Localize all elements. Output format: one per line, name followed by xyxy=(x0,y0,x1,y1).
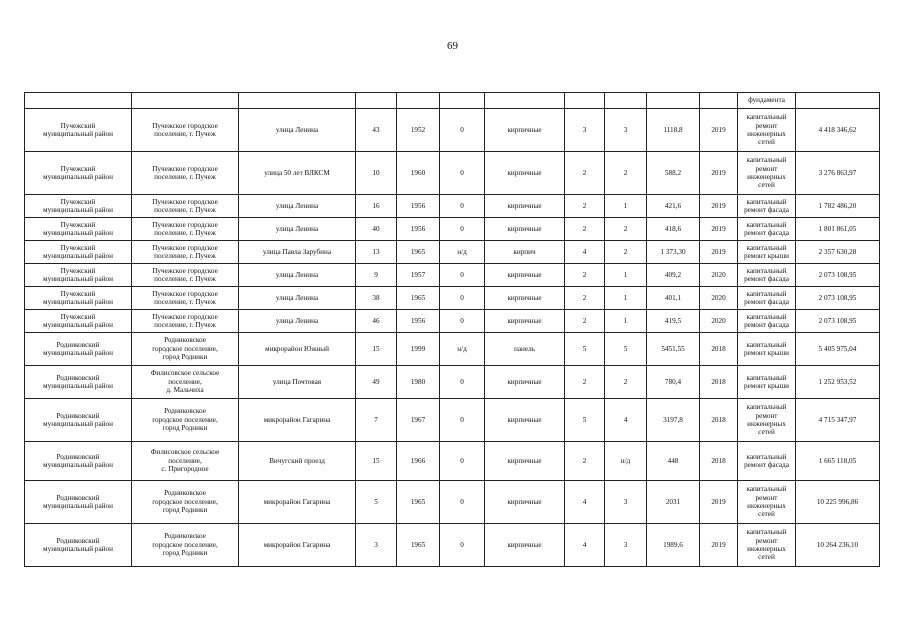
street-cell: улица Ленина xyxy=(239,310,356,333)
settlement-cell: Пучежское городское поселение, г. Пучеж xyxy=(132,195,239,218)
plan-year-cell: 2019 xyxy=(700,241,738,264)
floors-cell: 2 xyxy=(565,442,605,481)
plan-year-cell: 2019 xyxy=(700,109,738,152)
settlement-cell: Пучежское городское поселение, г. Пучеж xyxy=(132,287,239,310)
district-cell: Родниковский муниципальный район xyxy=(25,366,132,399)
wall-material-cell: кирпичные xyxy=(485,109,565,152)
settlement-cell: Пучежское городское поселение, г. Пучеж xyxy=(132,310,239,333)
floors-cell: 2 xyxy=(565,152,605,195)
house-number-cell: 5 xyxy=(356,481,397,524)
district-cell: Пучежский муниципальный район xyxy=(25,310,132,333)
floors-cell: 3 xyxy=(565,109,605,152)
page-number: 69 xyxy=(447,40,458,52)
settlement-cell: Пучежское городское поселение, г. Пучеж xyxy=(132,152,239,195)
floors-cell: 5 xyxy=(565,333,605,366)
build-year-cell: 1965 xyxy=(397,481,440,524)
house-number-cell: 10 xyxy=(356,152,397,195)
entrances-cell: 3 xyxy=(605,481,647,524)
cost-cell: 10 264 236,10 xyxy=(796,524,880,567)
build-year-cell: 1966 xyxy=(397,442,440,481)
settlement-cell: Филисовское сельское поселение, д. Мальчиха xyxy=(132,366,239,399)
district-cell: Пучежский муниципальный район xyxy=(25,287,132,310)
settlement-cell: Родниковское городское поселение, город Родники xyxy=(132,524,239,567)
area-cell: 2031 xyxy=(647,481,700,524)
floors-cell: 2 xyxy=(565,195,605,218)
emergency-cell: 0 xyxy=(440,195,485,218)
emergency-cell: 0 xyxy=(440,152,485,195)
entrances-cell: 5 xyxy=(605,333,647,366)
district-cell: Родниковский муниципальный район xyxy=(25,399,132,442)
table-row xyxy=(25,287,880,310)
cost-cell: 10 225 996,86 xyxy=(796,481,880,524)
plan-year-cell: 2018 xyxy=(700,399,738,442)
build-year-cell: 1956 xyxy=(397,218,440,241)
plan-year-cell: 2018 xyxy=(700,442,738,481)
emergency-cell: 0 xyxy=(440,287,485,310)
build-year-cell: 1980 xyxy=(397,366,440,399)
build-year-cell: 1965 xyxy=(397,524,440,567)
wall-material-cell: кирпичные xyxy=(485,195,565,218)
floors-cell: 2 xyxy=(565,264,605,287)
emergency-cell: 0 xyxy=(440,442,485,481)
table-row xyxy=(25,241,880,264)
plan-year-cell: 2020 xyxy=(700,310,738,333)
district-cell: Пучежский муниципальный район xyxy=(25,218,132,241)
cost-cell: 1 252 953,52 xyxy=(796,366,880,399)
street-cell: Вичугский проезд xyxy=(239,442,356,481)
build-year-cell: 1956 xyxy=(397,195,440,218)
emergency-cell: 0 xyxy=(440,366,485,399)
district-cell: Родниковский муниципальный район xyxy=(25,442,132,481)
table-row xyxy=(25,310,880,333)
emergency-cell: 0 xyxy=(440,264,485,287)
settlement-cell: Родниковское городское поселение, город Родники xyxy=(132,333,239,366)
cost-cell: 3 276 863,97 xyxy=(796,152,880,195)
entrances-cell: 1 xyxy=(605,195,647,218)
table-row xyxy=(25,195,880,218)
plan-year-cell: 2019 xyxy=(700,152,738,195)
build-year-cell: 1952 xyxy=(397,109,440,152)
wall-material-cell: кирпичные xyxy=(485,152,565,195)
build-year-cell: 1956 xyxy=(397,310,440,333)
emergency-cell: 0 xyxy=(440,524,485,567)
wall-material-cell: кирпичные xyxy=(485,442,565,481)
street-cell: улица Ленина xyxy=(239,264,356,287)
house-number-cell: 49 xyxy=(356,366,397,399)
district-cell: Родниковский муниципальный район xyxy=(25,481,132,524)
work-type-cell: капитальный ремонт фасада xyxy=(738,442,796,481)
work-type-tail-cell: фундамента xyxy=(738,93,796,109)
area-cell: 401,1 xyxy=(647,287,700,310)
emergency-cell: 0 xyxy=(440,109,485,152)
table-row xyxy=(25,366,880,399)
district-cell: Родниковский муниципальный район xyxy=(25,333,132,366)
area-cell: 3197,8 xyxy=(647,399,700,442)
entrances-cell: 4 xyxy=(605,399,647,442)
settlement-cell: Пучежское городское поселение, г. Пучеж xyxy=(132,241,239,264)
street-cell: улица Ленина xyxy=(239,218,356,241)
floors-cell: 2 xyxy=(565,310,605,333)
area-cell: 1118,8 xyxy=(647,109,700,152)
wall-material-cell: кирпичные xyxy=(485,524,565,567)
street-cell: микрорайон Южный xyxy=(239,333,356,366)
build-year-cell: 1965 xyxy=(397,241,440,264)
floors-cell: 5 xyxy=(565,399,605,442)
area-cell: 780,4 xyxy=(647,366,700,399)
entrances-cell: 2 xyxy=(605,218,647,241)
settlement-cell: Родниковское городское поселение, город Родники xyxy=(132,399,239,442)
work-type-cell: капитальный ремонт фасада xyxy=(738,264,796,287)
table-row xyxy=(25,218,880,241)
area-cell: 409,2 xyxy=(647,264,700,287)
entrances-cell: 1 xyxy=(605,287,647,310)
work-type-cell: капитальный ремонт фасада xyxy=(738,195,796,218)
street-cell: микрорайон Гагарина xyxy=(239,524,356,567)
emergency-cell: 0 xyxy=(440,399,485,442)
street-cell: микрорайон Гагарина xyxy=(239,399,356,442)
cost-cell: 2 073 108,95 xyxy=(796,310,880,333)
table-row xyxy=(25,152,880,195)
settlement-cell: Пучежское городское поселение, г. Пучеж xyxy=(132,109,239,152)
table-row xyxy=(25,264,880,287)
emergency-cell: н/д xyxy=(440,241,485,264)
wall-material-cell: кирпичные xyxy=(485,366,565,399)
district-cell: Пучежский муниципальный район xyxy=(25,241,132,264)
floors-cell: 2 xyxy=(565,366,605,399)
cost-cell: 2 357 630,28 xyxy=(796,241,880,264)
area-cell: 5451,55 xyxy=(647,333,700,366)
settlement-cell: Пучежское городское поселение, г. Пучеж xyxy=(132,264,239,287)
settlement-cell: Пучежское городское поселение, г. Пучеж xyxy=(132,218,239,241)
plan-year-cell: 2019 xyxy=(700,524,738,567)
table-row xyxy=(25,399,880,442)
cost-cell: 4 418 346,62 xyxy=(796,109,880,152)
work-type-cell: капитальный ремонт крыши xyxy=(738,366,796,399)
house-number-cell: 3 xyxy=(356,524,397,567)
work-type-cell: капитальный ремонт инженерных сетей xyxy=(738,152,796,195)
wall-material-cell: кирпичные xyxy=(485,287,565,310)
entrances-cell: 2 xyxy=(605,152,647,195)
cost-cell: 2 073 108,95 xyxy=(796,287,880,310)
house-number-cell: 16 xyxy=(356,195,397,218)
street-cell: улица Ленина xyxy=(239,109,356,152)
district-cell: Пучежский муниципальный район xyxy=(25,195,132,218)
entrances-cell: 3 xyxy=(605,109,647,152)
wall-material-cell: кирпичные xyxy=(485,481,565,524)
house-number-cell: 43 xyxy=(356,109,397,152)
street-cell: улица Ленина xyxy=(239,195,356,218)
floors-cell: 4 xyxy=(565,481,605,524)
district-cell: Пучежский муниципальный район xyxy=(25,109,132,152)
work-type-cell: капитальный ремонт инженерных сетей xyxy=(738,109,796,152)
work-type-cell: капитальный ремонт инженерных сетей xyxy=(738,524,796,567)
plan-year-cell: 2020 xyxy=(700,264,738,287)
area-cell: 588,2 xyxy=(647,152,700,195)
emergency-cell: 0 xyxy=(440,310,485,333)
work-type-cell: капитальный ремонт фасада xyxy=(738,287,796,310)
entrances-cell: 3 xyxy=(605,524,647,567)
work-type-cell: капитальный ремонт крыши xyxy=(738,333,796,366)
house-number-cell: 9 xyxy=(356,264,397,287)
table-row xyxy=(25,333,880,366)
house-number-cell: 15 xyxy=(356,442,397,481)
street-cell: микрорайон Гагарина xyxy=(239,481,356,524)
house-number-cell: 46 xyxy=(356,310,397,333)
table-row xyxy=(25,442,880,481)
wall-material-cell: кирпичные xyxy=(485,218,565,241)
work-type-cell: капитальный ремонт инженерных сетей xyxy=(738,399,796,442)
cost-cell: 2 073 108,95 xyxy=(796,264,880,287)
plan-year-cell: 2019 xyxy=(700,218,738,241)
house-number-cell: 38 xyxy=(356,287,397,310)
house-number-cell: 40 xyxy=(356,218,397,241)
entrances-cell: 1 xyxy=(605,310,647,333)
house-number-cell: 7 xyxy=(356,399,397,442)
build-year-cell: 1960 xyxy=(397,152,440,195)
plan-year-cell: 2018 xyxy=(700,366,738,399)
street-cell: улица Ленина xyxy=(239,287,356,310)
settlement-cell: Филисовское сельское поселение, с. Пригородное xyxy=(132,442,239,481)
work-type-cell: капитальный ремонт фасада xyxy=(738,310,796,333)
floors-cell: 4 xyxy=(565,524,605,567)
floors-cell: 2 xyxy=(565,287,605,310)
cost-cell: 5 405 975,04 xyxy=(796,333,880,366)
district-cell: Пучежский муниципальный район xyxy=(25,264,132,287)
work-type-cell: капитальный ремонт инженерных сетей xyxy=(738,481,796,524)
area-cell: 418,6 xyxy=(647,218,700,241)
street-cell: улица 50 лет ВЛКСМ xyxy=(239,152,356,195)
wall-material-cell: кирпичные xyxy=(485,264,565,287)
cost-cell: 1 801 861,05 xyxy=(796,218,880,241)
house-number-cell: 15 xyxy=(356,333,397,366)
house-number-cell: 13 xyxy=(356,241,397,264)
entrances-cell: н/д xyxy=(605,442,647,481)
settlement-cell: Родниковское городское поселение, город Родники xyxy=(132,481,239,524)
area-cell: 448 xyxy=(647,442,700,481)
entrances-cell: 2 xyxy=(605,366,647,399)
street-cell: улица Павла Зарубина xyxy=(239,241,356,264)
build-year-cell: 1967 xyxy=(397,399,440,442)
plan-year-cell: 2019 xyxy=(700,195,738,218)
district-cell: Родниковский муниципальный район xyxy=(25,524,132,567)
work-type-cell: капитальный ремонт фасада xyxy=(738,218,796,241)
wall-material-cell: кирпич xyxy=(485,241,565,264)
table-row xyxy=(25,109,880,152)
entrances-cell: 2 xyxy=(605,241,647,264)
cost-cell: 4 715 347,97 xyxy=(796,399,880,442)
district-cell: Пучежский муниципальный район xyxy=(25,152,132,195)
entrances-cell: 1 xyxy=(605,264,647,287)
area-cell: 419,5 xyxy=(647,310,700,333)
plan-year-cell: 2019 xyxy=(700,481,738,524)
area-cell: 421,6 xyxy=(647,195,700,218)
continuation-row xyxy=(25,93,880,109)
area-cell: 1 373,30 xyxy=(647,241,700,264)
table-row xyxy=(25,524,880,567)
street-cell: улица Почтовая xyxy=(239,366,356,399)
plan-year-cell: 2020 xyxy=(700,287,738,310)
wall-material-cell: кирпичные xyxy=(485,399,565,442)
area-cell: 1989,6 xyxy=(647,524,700,567)
cost-cell: 1 665 118,05 xyxy=(796,442,880,481)
build-year-cell: 1965 xyxy=(397,287,440,310)
wall-material-cell: панель xyxy=(485,333,565,366)
wall-material-cell: кирпичные xyxy=(485,310,565,333)
cost-cell: 1 782 486,20 xyxy=(796,195,880,218)
build-year-cell: 1957 xyxy=(397,264,440,287)
emergency-cell: 0 xyxy=(440,218,485,241)
housing-repair-table xyxy=(24,92,880,567)
work-type-cell: капитальный ремонт крыши xyxy=(738,241,796,264)
table-row xyxy=(25,481,880,524)
build-year-cell: 1999 xyxy=(397,333,440,366)
floors-cell: 2 xyxy=(565,218,605,241)
plan-year-cell: 2018 xyxy=(700,333,738,366)
emergency-cell: 0 xyxy=(440,481,485,524)
emergency-cell: н/д xyxy=(440,333,485,366)
floors-cell: 4 xyxy=(565,241,605,264)
